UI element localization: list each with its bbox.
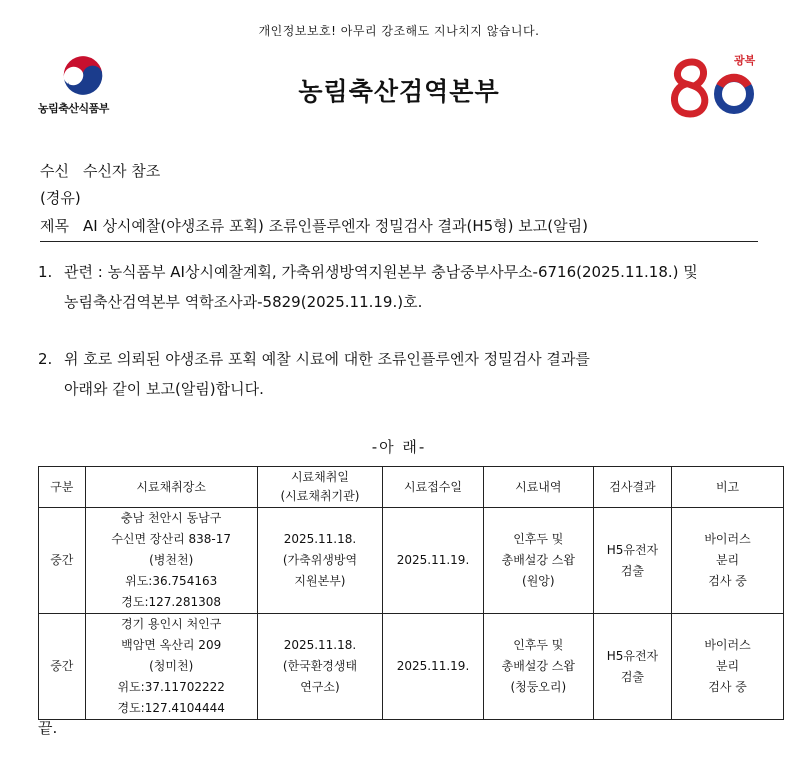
sample-line: (청둥오리) xyxy=(510,680,567,694)
place-line: 수신면 장산리 838-17 xyxy=(111,532,232,546)
paragraph-2-line-1: 위 호로 의뢰된 야생조류 포획 예찰 시료에 대한 조류인플루엔자 정밀검사 결과를 xyxy=(64,350,590,368)
subject-label: 제목 xyxy=(40,217,69,235)
date-line: (한국환경생태 xyxy=(282,659,358,673)
note-line: 바이러스 xyxy=(704,638,751,652)
cell-note xyxy=(672,614,784,720)
header-sample: 시료내역 xyxy=(483,467,593,508)
note-line: 분리 xyxy=(715,553,740,567)
result-line: H5유전자 xyxy=(606,648,659,663)
result-line: 검출 xyxy=(620,563,645,578)
recipient-value: 수신자 참조 xyxy=(82,162,161,180)
results-table xyxy=(38,466,784,720)
header-date-line-2: (시료채취기관) xyxy=(280,489,360,503)
paragraph-1 xyxy=(38,257,763,317)
paragraph-2 xyxy=(38,344,763,404)
cell-date xyxy=(257,614,382,720)
sample-line: 인후두 및 xyxy=(513,638,564,652)
table-row xyxy=(39,614,784,720)
note-line: 바이러스 xyxy=(704,532,751,546)
cell-date xyxy=(257,508,382,614)
sample-line: 총배설강 스왑 xyxy=(501,553,575,567)
end-mark: 끝. xyxy=(38,719,58,737)
below-heading: -아 래- xyxy=(371,438,427,456)
cell-note xyxy=(672,508,784,614)
cell-result xyxy=(593,508,671,614)
emblem-text: 농림축산식품부 xyxy=(38,102,109,115)
paragraph-1-number: 1. xyxy=(38,263,53,281)
note-line: 분리 xyxy=(715,659,740,673)
liberation-80-logo xyxy=(664,52,764,122)
recipient-line xyxy=(40,160,160,181)
cell-place xyxy=(85,614,257,720)
header-category: 구분 xyxy=(39,467,86,508)
table-header-row xyxy=(39,467,784,508)
subject-value: AI 상시예찰(야생조류 포획) 조류인플루엔자 정밀검사 결과(H5형) 보고(알림) xyxy=(82,217,588,235)
header-note: 비고 xyxy=(672,467,784,508)
via-line: (경유) xyxy=(40,189,81,207)
note-line: 검사 중 xyxy=(708,574,747,588)
header-received: 시료접수일 xyxy=(383,467,484,508)
date-line: (가축위생방역 xyxy=(282,553,358,567)
place-line: 경기 용인시 처인구 xyxy=(120,617,222,631)
sample-line: (원앙) xyxy=(522,574,555,588)
cell-sample xyxy=(483,614,593,720)
place-line: (청미천) xyxy=(149,659,194,673)
header-result: 검사결과 xyxy=(593,467,671,508)
result-line: H5유전자 xyxy=(606,542,659,557)
cell-received: 2025.11.19. xyxy=(383,614,484,720)
header-divider xyxy=(40,241,758,242)
note-line: 검사 중 xyxy=(708,680,747,694)
date-line: 2025.11.18. xyxy=(283,638,357,652)
header-place: 시료채취장소 xyxy=(85,467,257,508)
place-line: 위도:37.11702222 xyxy=(117,680,225,694)
paragraph-2-number: 2. xyxy=(38,350,53,368)
place-line: 경도:127.4104444 xyxy=(117,701,225,715)
header-date xyxy=(257,467,382,508)
date-line: 연구소) xyxy=(300,680,340,694)
header-date-line-1: 시료채취일 xyxy=(290,470,349,484)
place-line: (병천천) xyxy=(149,553,194,567)
subject-line xyxy=(40,215,588,236)
cell-place xyxy=(85,508,257,614)
cell-received: 2025.11.19. xyxy=(383,508,484,614)
anniversary-label: 광복 xyxy=(734,54,756,67)
paragraph-2-line-2: 아래와 같이 보고(알림)합니다. xyxy=(64,380,264,398)
paragraph-1-line-1: 관련 : 농식품부 AI상시예찰계획, 가축위생방역지원본부 충남중부사무소-6716(2025.11.18.) 및 xyxy=(64,263,698,281)
place-line: 위도:36.754163 xyxy=(125,574,218,588)
cell-category: 중간 xyxy=(39,508,86,614)
cell-category: 중간 xyxy=(39,614,86,720)
result-line: 검출 xyxy=(620,669,645,684)
recipient-label: 수신 xyxy=(40,162,69,180)
place-line: 충남 천안시 동남구 xyxy=(120,511,222,525)
cell-sample xyxy=(483,508,593,614)
sample-line: 총배설강 스왑 xyxy=(501,659,575,673)
sample-line: 인후두 및 xyxy=(513,532,564,546)
place-line: 백암면 옥산리 209 xyxy=(121,638,222,652)
date-line: 지원본부) xyxy=(294,574,346,588)
place-line: 경도:127.281308 xyxy=(121,595,222,609)
table-row xyxy=(39,508,784,614)
cell-result xyxy=(593,614,671,720)
anniversary-80-icon xyxy=(664,52,764,122)
privacy-notice: 개인정보보호! 아무리 강조해도 지나치지 않습니다. xyxy=(258,24,540,38)
org-title: 농림축산검역본부 xyxy=(298,77,500,106)
paragraph-1-line-2: 농림축산검역본부 역학조사과-5829(2025.11.19.)호. xyxy=(64,293,423,311)
date-line: 2025.11.18. xyxy=(283,532,357,546)
